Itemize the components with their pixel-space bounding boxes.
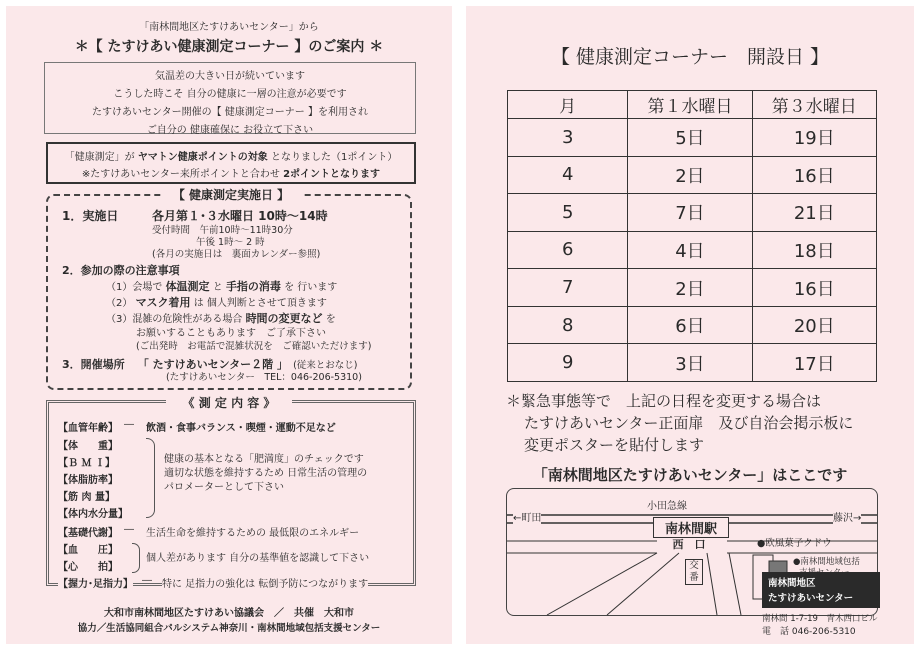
m-bp-desc: 個人差があります 自分の基準値を認識して下さい [146, 553, 370, 564]
map-station: 南林間駅 [653, 517, 729, 538]
first-wed-cell: 2日 [628, 269, 752, 307]
point-line-2 [48, 165, 414, 180]
note-3b: 時間の変更など [245, 312, 323, 325]
m-body-desc-1: 健康の基本となる「肥満度」のチェックです [164, 454, 364, 465]
map-heading: 「南林間地区たすけあいセンター」はここです [532, 466, 848, 484]
s1-label: 1．実施日 [62, 209, 119, 223]
note-3a: （3）混雑の危険性がある場合 [106, 314, 243, 325]
m-brace-1 [146, 438, 155, 518]
month-cell: 6 [508, 231, 628, 269]
note-3e: (ご出発時 お電話で混雑状況を ご確認いただけます) [136, 341, 372, 352]
note-2c: は 個人判断とさせて頂きます [193, 298, 327, 309]
center-label-box [762, 572, 880, 608]
notice-line-2: たすけあいセンター正面扉 及び自治会掲示板に [524, 414, 854, 432]
center-label-1: 南林間地区 [768, 578, 816, 589]
calendar-row [508, 119, 877, 157]
m-dash-2: ― [124, 524, 134, 535]
month-cell: 3 [508, 119, 628, 157]
col-third-wed: 第３水曜日 [752, 91, 876, 119]
center-tel: 電 話 046-206-5310 [762, 627, 856, 637]
note-1 [106, 278, 337, 294]
intro-line-4: ご自分の 健康確保に お役立て下さい [146, 125, 314, 136]
note-1b: 体温測定 [165, 280, 210, 293]
month-cell: 9 [508, 344, 628, 382]
note-1d: 手指の消毒 [225, 280, 281, 293]
third-wed-cell: 18日 [752, 231, 876, 269]
m-basal: 【基礎代謝】 [58, 528, 118, 539]
page-title: ＊【 たすけあい健康測定コーナー 】のご案内 ＊ [74, 39, 384, 55]
m-body-desc-3: パロメーターとして下さい [164, 482, 284, 493]
m-bmi: 【Ｂ Ｍ Ｉ】 [58, 458, 115, 469]
m-fat: 【体脂肪率】 [58, 475, 118, 486]
map-police [685, 559, 703, 585]
first-wed-cell: 3日 [628, 344, 752, 382]
m-grip: 【握力･足指力】 [58, 575, 133, 590]
calendar-row [508, 344, 877, 382]
third-wed-cell: 21日 [752, 194, 876, 232]
measure-title: 《 測 定 内 容 》 [166, 394, 292, 411]
calendar-row [508, 156, 877, 194]
intro-line-2: こうした時こそ 自分の健康に一層の注意が必要です [113, 89, 347, 100]
m-body-desc-2: 適切な状態を維持するため 日常生活の管理の [164, 468, 368, 479]
intro-box [44, 62, 416, 134]
calendar-row [508, 269, 877, 307]
m-water: 【体内水分量】 [58, 509, 128, 520]
s1-note: (各月の実施日は 裏面カレンダー参照) [152, 249, 321, 260]
notice-line-1: ＊緊急事態等で 上記の日程を変更する場合は [506, 392, 822, 410]
m-blood: 【血管年齢】 [58, 423, 118, 434]
map-support-1: ●南林間地域包括 [793, 557, 860, 567]
map-shop: ●欧風菓子クドウ [757, 538, 832, 549]
calendar-title: 【 健康測定コーナー 開設日 】 [550, 46, 830, 68]
point-text-1a: 「健康測定」が [64, 152, 135, 163]
note-1c: と [212, 282, 223, 293]
intro-line-3: たすけあいセンター開催の【 健康測定コーナー 】を利用され [92, 107, 368, 118]
third-wed-cell: 17日 [752, 344, 876, 382]
m-blood-desc: 飲酒・食事バランス・喫煙・運動不足など [146, 423, 336, 434]
third-wed-cell: 16日 [752, 156, 876, 194]
center-address: 南林間 1-7-19 青木西口ビル [762, 614, 878, 624]
schedule-title: 【 健康測定実施日 】 [161, 186, 301, 203]
s3-tel: (たすけあいセンター TEL：046-206-5310) [166, 372, 362, 383]
point-line-1 [48, 148, 414, 163]
month-cell: 5 [508, 194, 628, 232]
footer-cooperation: 協力／生活協同組合パルシステム神奈川・南林間地域包括支援センター [77, 623, 381, 634]
month-cell: 8 [508, 306, 628, 344]
note-2a: （2） [106, 298, 133, 309]
calendar-row [508, 231, 877, 269]
note-1a: （1）会場で [106, 282, 163, 293]
calendar-table [507, 90, 877, 382]
point-text-1b: ヤマトン健康ポイントの対象 [137, 152, 268, 163]
m-muscle: 【筋 肉 量】 [58, 492, 115, 503]
map-line-label: 小田急線 [647, 501, 687, 512]
third-wed-cell: 16日 [752, 269, 876, 307]
note-2 [106, 294, 327, 310]
first-wed-cell: 7日 [628, 194, 752, 232]
col-month: 月 [508, 91, 628, 119]
note-3c: を [325, 314, 336, 325]
third-wed-cell: 20日 [752, 306, 876, 344]
calendar-row [508, 306, 877, 344]
footer-organizer: 大和市南林間地区たすけあい協議会 ／ 共催 大和市 [104, 608, 354, 619]
note-2b: マスク着用 [135, 296, 191, 309]
calendar-row [508, 194, 877, 232]
first-wed-cell: 5日 [628, 119, 752, 157]
left-page [6, 6, 452, 644]
m-brace-2 [132, 543, 140, 573]
s2-label: 2．参加の際の注意事項 [62, 264, 180, 277]
first-wed-cell: 6日 [628, 306, 752, 344]
m-grip-desc: 特に 足指力の強化は 転倒予防につながります [162, 575, 368, 590]
first-wed-cell: 4日 [628, 231, 752, 269]
m-weight: 【体 重】 [58, 441, 118, 452]
col-first-wed: 第１水曜日 [628, 91, 752, 119]
center-label-2: たすけあいセンター [768, 593, 854, 604]
m-bp: 【血 圧】 [58, 545, 118, 556]
s1-afternoon: 午後 1時～ 2 時 [196, 237, 265, 248]
calendar-header-row [508, 91, 877, 119]
first-wed-cell: 2日 [628, 156, 752, 194]
note-3d: お願いすることもあります ご了承下さい [136, 328, 326, 339]
point-text-2a: ※たすけあいセンター来所ポイントと合わせ [81, 169, 280, 180]
point-box [46, 142, 416, 184]
point-text-1c: となりました（1ポイント） [271, 152, 398, 163]
map-fujisawa: 藤沢→ [833, 509, 861, 524]
m-basal-desc: 生活生命を維持するための 最低限のエネルギー [146, 528, 360, 539]
month-cell: 4 [508, 156, 628, 194]
note-1e: を 行います [284, 282, 338, 293]
header-from: 「南林間地区たすけあいセンター」から [139, 22, 319, 33]
s1-reception: 受付時間 午前10時～11時30分 [152, 225, 293, 236]
map-police-label: 交番 [689, 560, 699, 583]
map-west-exit: 西 口 [672, 538, 706, 551]
intro-line-1: 気温差の大きい日が続いています [155, 71, 305, 82]
month-cell: 7 [508, 269, 628, 307]
m-dash-1: ― [124, 419, 134, 430]
third-wed-cell: 19日 [752, 119, 876, 157]
m-dash-3: ― [142, 575, 152, 586]
s1-value: 各月第１･３水曜日 10時～14時 [152, 209, 328, 223]
point-text-2b: 2ポイントとなります [283, 169, 381, 180]
m-pulse: 【心 拍】 [58, 562, 118, 573]
s3-note: (従来とおなじ) [293, 360, 358, 371]
notice-line-3: 変更ポスターを貼付します [524, 436, 705, 454]
right-page [466, 6, 914, 644]
s3-label: 3．開催場所 [62, 358, 125, 371]
map-machida: ←町田 [513, 509, 541, 524]
s3-value: 「 たすけあいセンター２階 」 [137, 358, 288, 371]
